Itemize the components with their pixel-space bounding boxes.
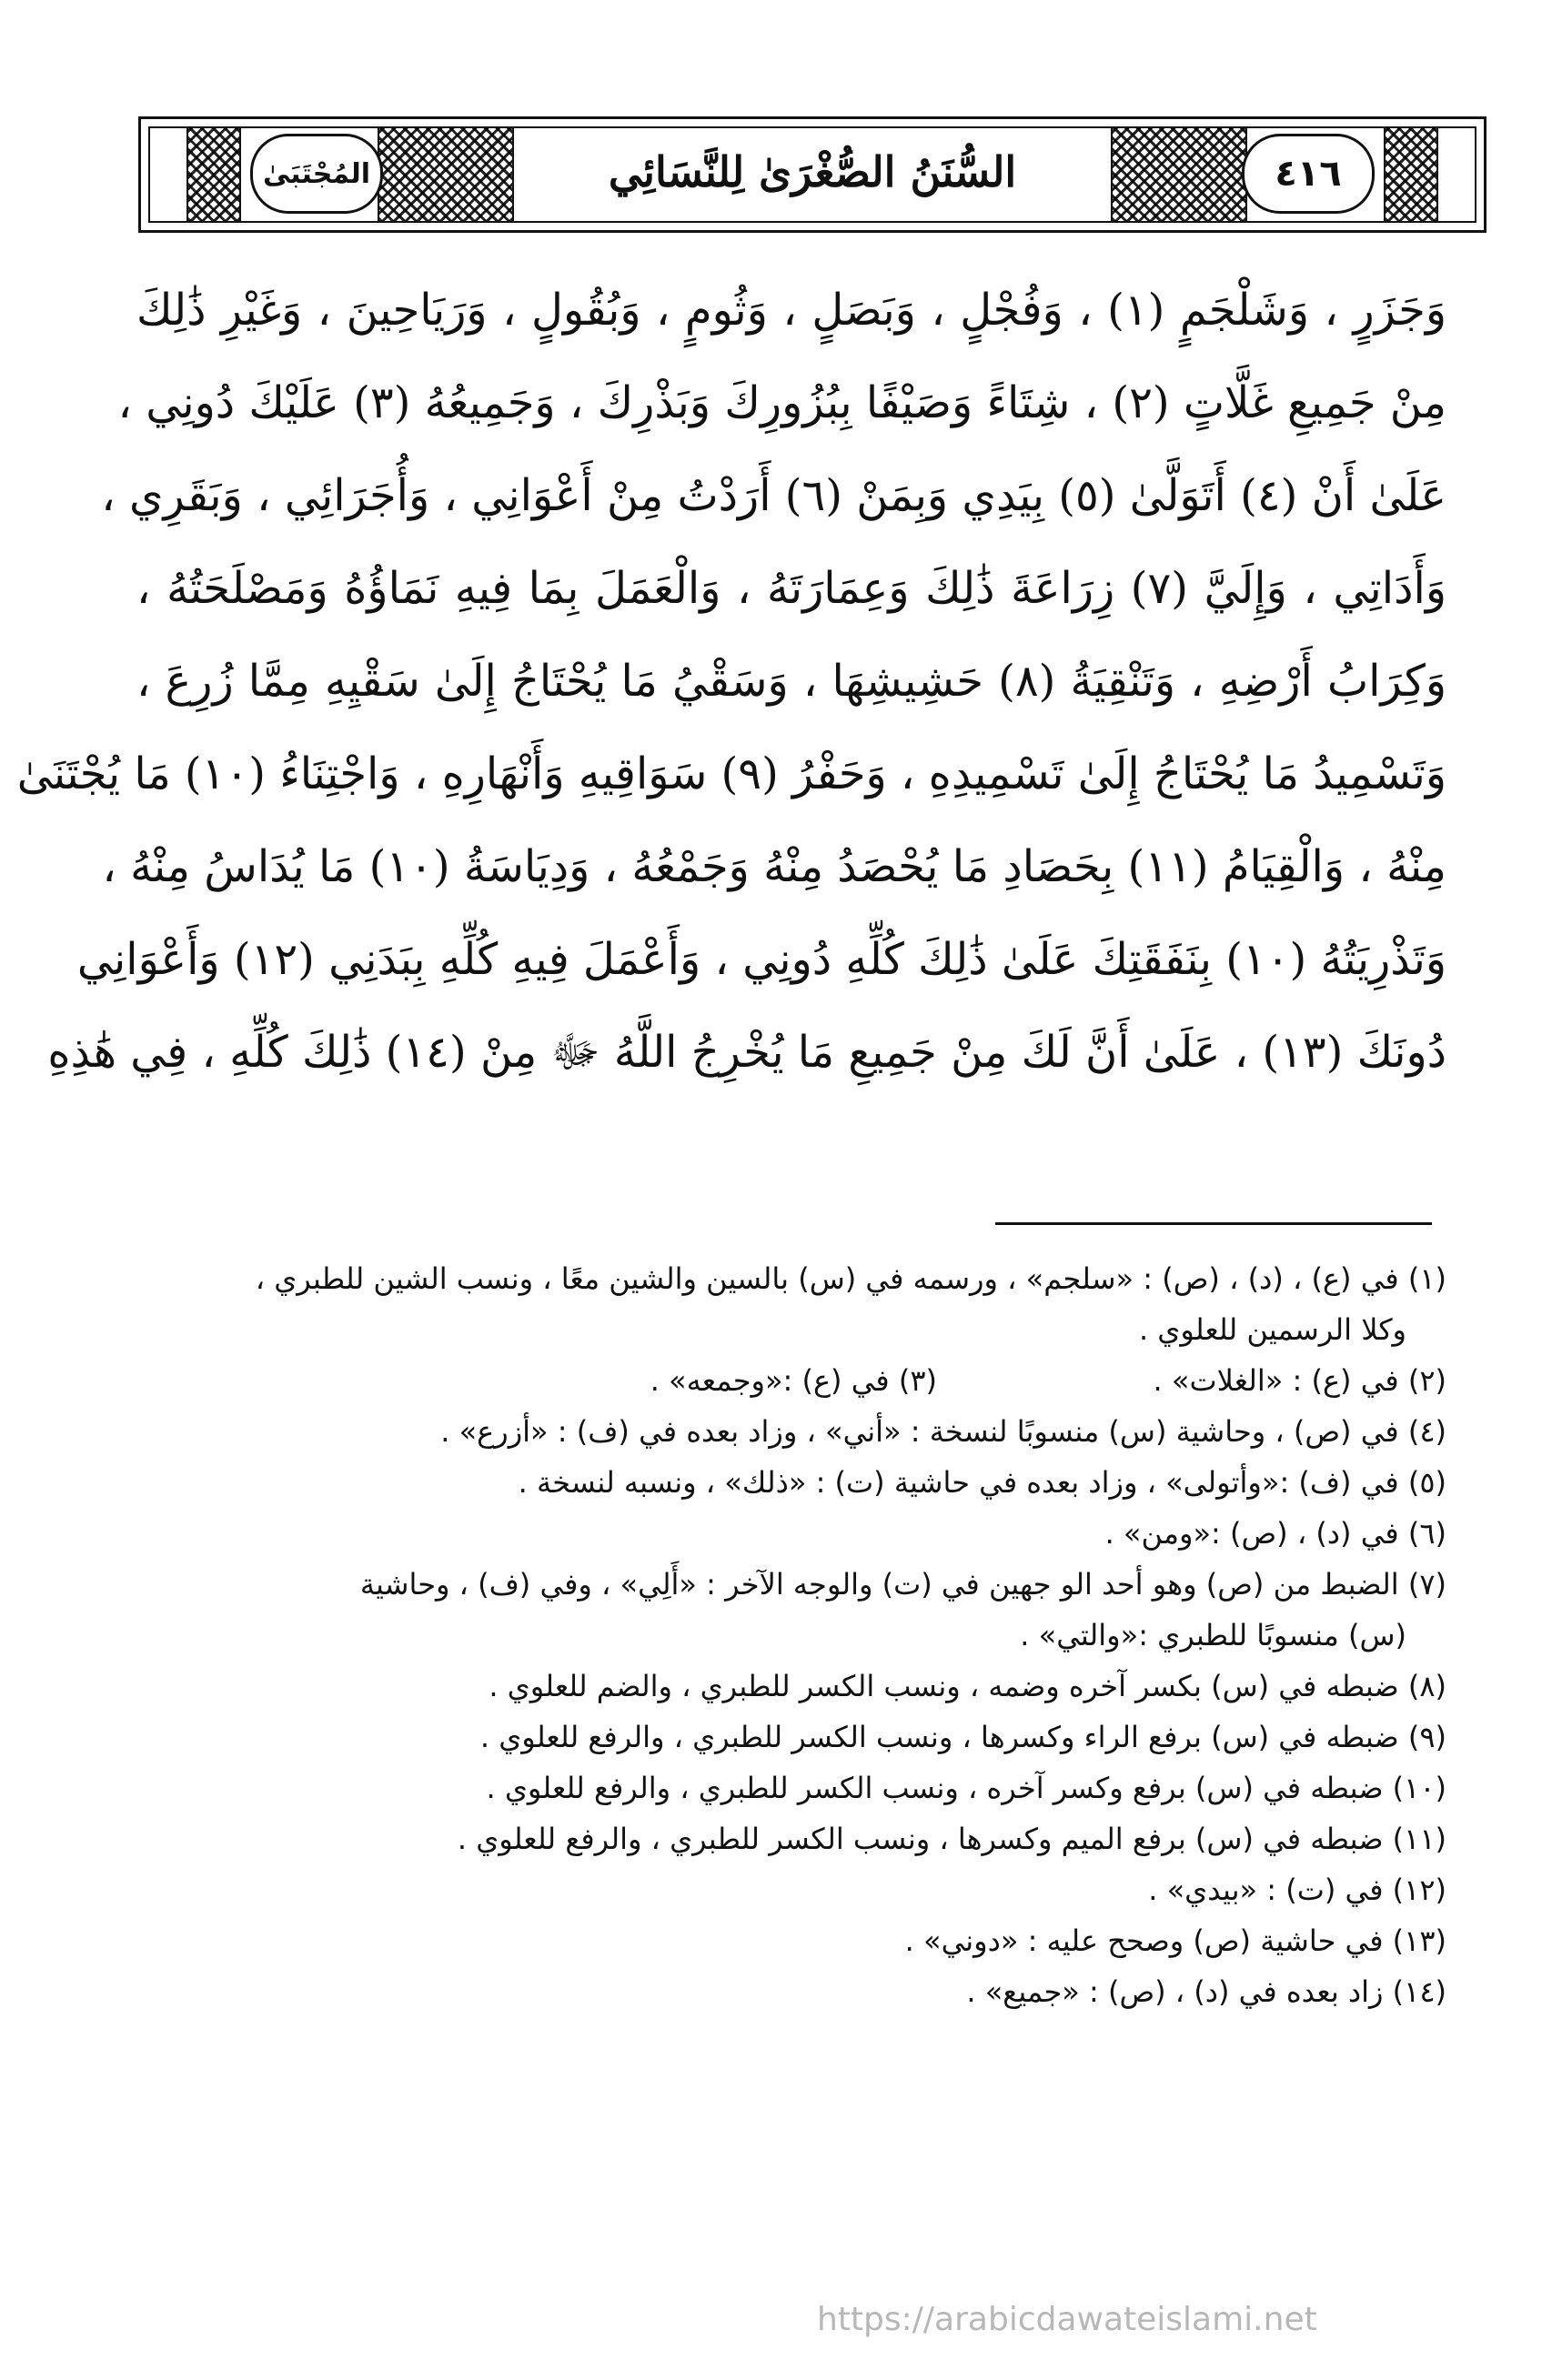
footnote: (٩) ضبطه في (س) برفع الراء وكسرها ، ونسب الكسر للطبري ، والرفع للعلوي . <box>479 1720 1446 1754</box>
footnote-continuation: وكلا الرسمين للعلوي . <box>1138 1312 1406 1347</box>
footnote: (٢) في (ع) : «الغلات» . <box>1153 1363 1446 1398</box>
watermark: https://arabicdawateislami.net <box>817 2301 1317 2338</box>
page-header <box>138 116 1486 233</box>
footnote: (١٤) زاد بعده في (د) ، (ص) : «جميع» . <box>966 1974 1446 2009</box>
footnote: (٨) ضبطه في (س) بكسر آخره وضمه ، ونسب الكسر للطبري ، والضم للعلوي . <box>489 1669 1446 1703</box>
footnote: (٦) في (د) ، (ص) :«ومن» . <box>1104 1516 1446 1551</box>
footnote: (١١) ضبطه في (س) برفع الميم وكسرها ، ونسب الكسر للطبري ، والرفع للعلوي . <box>457 1822 1446 1856</box>
ornament-band <box>186 126 241 223</box>
footnote: (١٢) في (ت) : «بيدي» . <box>1148 1873 1446 1907</box>
footnote-continuation: (س) منسوبًا للطبري :«والتي» . <box>1020 1618 1406 1652</box>
text-line: عَلَىٰ أَنْ (٤) أَتَوَلَّىٰ (٥) بِيَدِي وَبِمَنْ (٦) أَرَدْتُ مِنْ أَعْوَانِي ، وَأُجَرَائِي ، وَبَقَرِي ، <box>101 470 1446 521</box>
text-line: وَكِرَابُ أَرْضِهِ ، وَتَنْقِيَةُ (٨) حَشِيشِهَا ، وَسَقْيُ مَا يُحْتَاجُ إِلَىٰ سَقْيِهِ مِمَّا زُرِعَ ، <box>136 656 1446 707</box>
footnote: (٣) في (ع) :«وجمعه» . <box>650 1363 937 1398</box>
page-number: ٤١٦ <box>1242 134 1375 214</box>
book-label: المُجْتَبَىٰ <box>250 134 383 214</box>
text-line: مِنْ جَمِيعِ غَلَّاتٍ (٢) ، شِتَاءً وَصَيْفًا بِبُزُورِكَ وَبَذْرِكَ ، وَجَمِيعُهُ (٣) عَلَيْكَ دُونِي ، <box>117 377 1446 428</box>
footnote-pair <box>136 1355 1446 1406</box>
footnote: (٥) في (ف) :«وأتولى» ، وزاد بعده في حاشية (ت) : «ذلك» ، ونسبه لنسخة . <box>518 1465 1446 1500</box>
footnotes <box>136 1253 1446 2017</box>
text-line: وَتَذْرِيَتُهُ (١٠) بِنَفَقَتِكَ عَلَىٰ ذَٰلِكَ كُلِّهِ دُونِي ، وَأَعْمَلَ فِيهِ كُلِّهِ بِبَدَنِي (١٢) وَأَعْوَانِي <box>76 934 1446 985</box>
ornament-band <box>1111 126 1247 223</box>
text-line: وَتَسْمِيدُ مَا يُحْتَاجُ إِلَىٰ تَسْمِيدِهِ ، وَحَفْرُ (٩) سَوَاقِيهِ وَأَنْهَارِهِ ، وَاجْتِنَاءُ (١٠) مَا يُجْتَنَىٰ <box>16 748 1446 799</box>
text-line: مِنْهُ ، وَالْقِيَامُ (١١) بِحَصَادِ مَا يُحْصَدُ مِنْهُ وَجَمْعُهُ ، وَدِيَاسَةُ (١٠) مَا يُدَاسُ مِنْهُ ، <box>102 841 1446 892</box>
ornament-band <box>378 126 514 223</box>
ornament-band <box>1384 126 1438 223</box>
footnote: (٧) الضبط من (ص) وهو أحد الو جهين في (ت) والوجه الآخر : «أَلِي» ، وفي (ف) ، وحاشية <box>359 1567 1446 1602</box>
footnote: (١٣) في حاشية (ص) وصحح عليه : «دوني» . <box>904 1923 1446 1958</box>
text-line: وَجَزَرٍ ، وَشَلْجَمٍ (١) ، وَفُجْلٍ ، وَبَصَلٍ ، وَثُومٍ ، وَبُقُولٍ ، وَرَيَاحِينَ ، وَغَيْرِ ذَٰلِكَ <box>136 285 1446 336</box>
text-line: وَأَدَاتِي ، وَإِلَيَّ (٧) زِرَاعَةَ ذَٰلِكَ وَعِمَارَتَهُ ، وَالْعَمَلَ بِمَا فِيهِ نَمَاؤُهُ وَمَصْلَحَتُهُ ، <box>136 563 1447 614</box>
main-text <box>16 264 1447 1099</box>
text-line: دُونَكَ (١٣) ، عَلَىٰ أَنَّ لَكَ مِنْ جَمِيعِ مَا يُخْرِجُ اللَّهُ ﷻ مِنْ (١٤) ذَٰلِكَ كُلِّهِ ، فِي هَٰذِهِ <box>47 1027 1446 1078</box>
book-title: السُّنَنُ الصُّغْرَىٰ لِلنَّسَائِي <box>608 147 1017 196</box>
footnote: (٤) في (ص) ، وحاشية (س) منسوبًا لنسخة : «أني» ، وزاد بعده في (ف) : «أزرع» . <box>440 1414 1446 1449</box>
footnote: (١٠) ضبطه في (س) برفع وكسر آخره ، ونسب الكسر للطبري ، والرفع للعلوي . <box>486 1771 1446 1805</box>
footnote-separator <box>995 1222 1432 1225</box>
footnote: (١) في (ع) ، (د) ، (ص) : «سلجم» ، ورسمه في (س) بالسين والشين معًا ، ونسب الشين للطبري ، <box>255 1261 1446 1296</box>
